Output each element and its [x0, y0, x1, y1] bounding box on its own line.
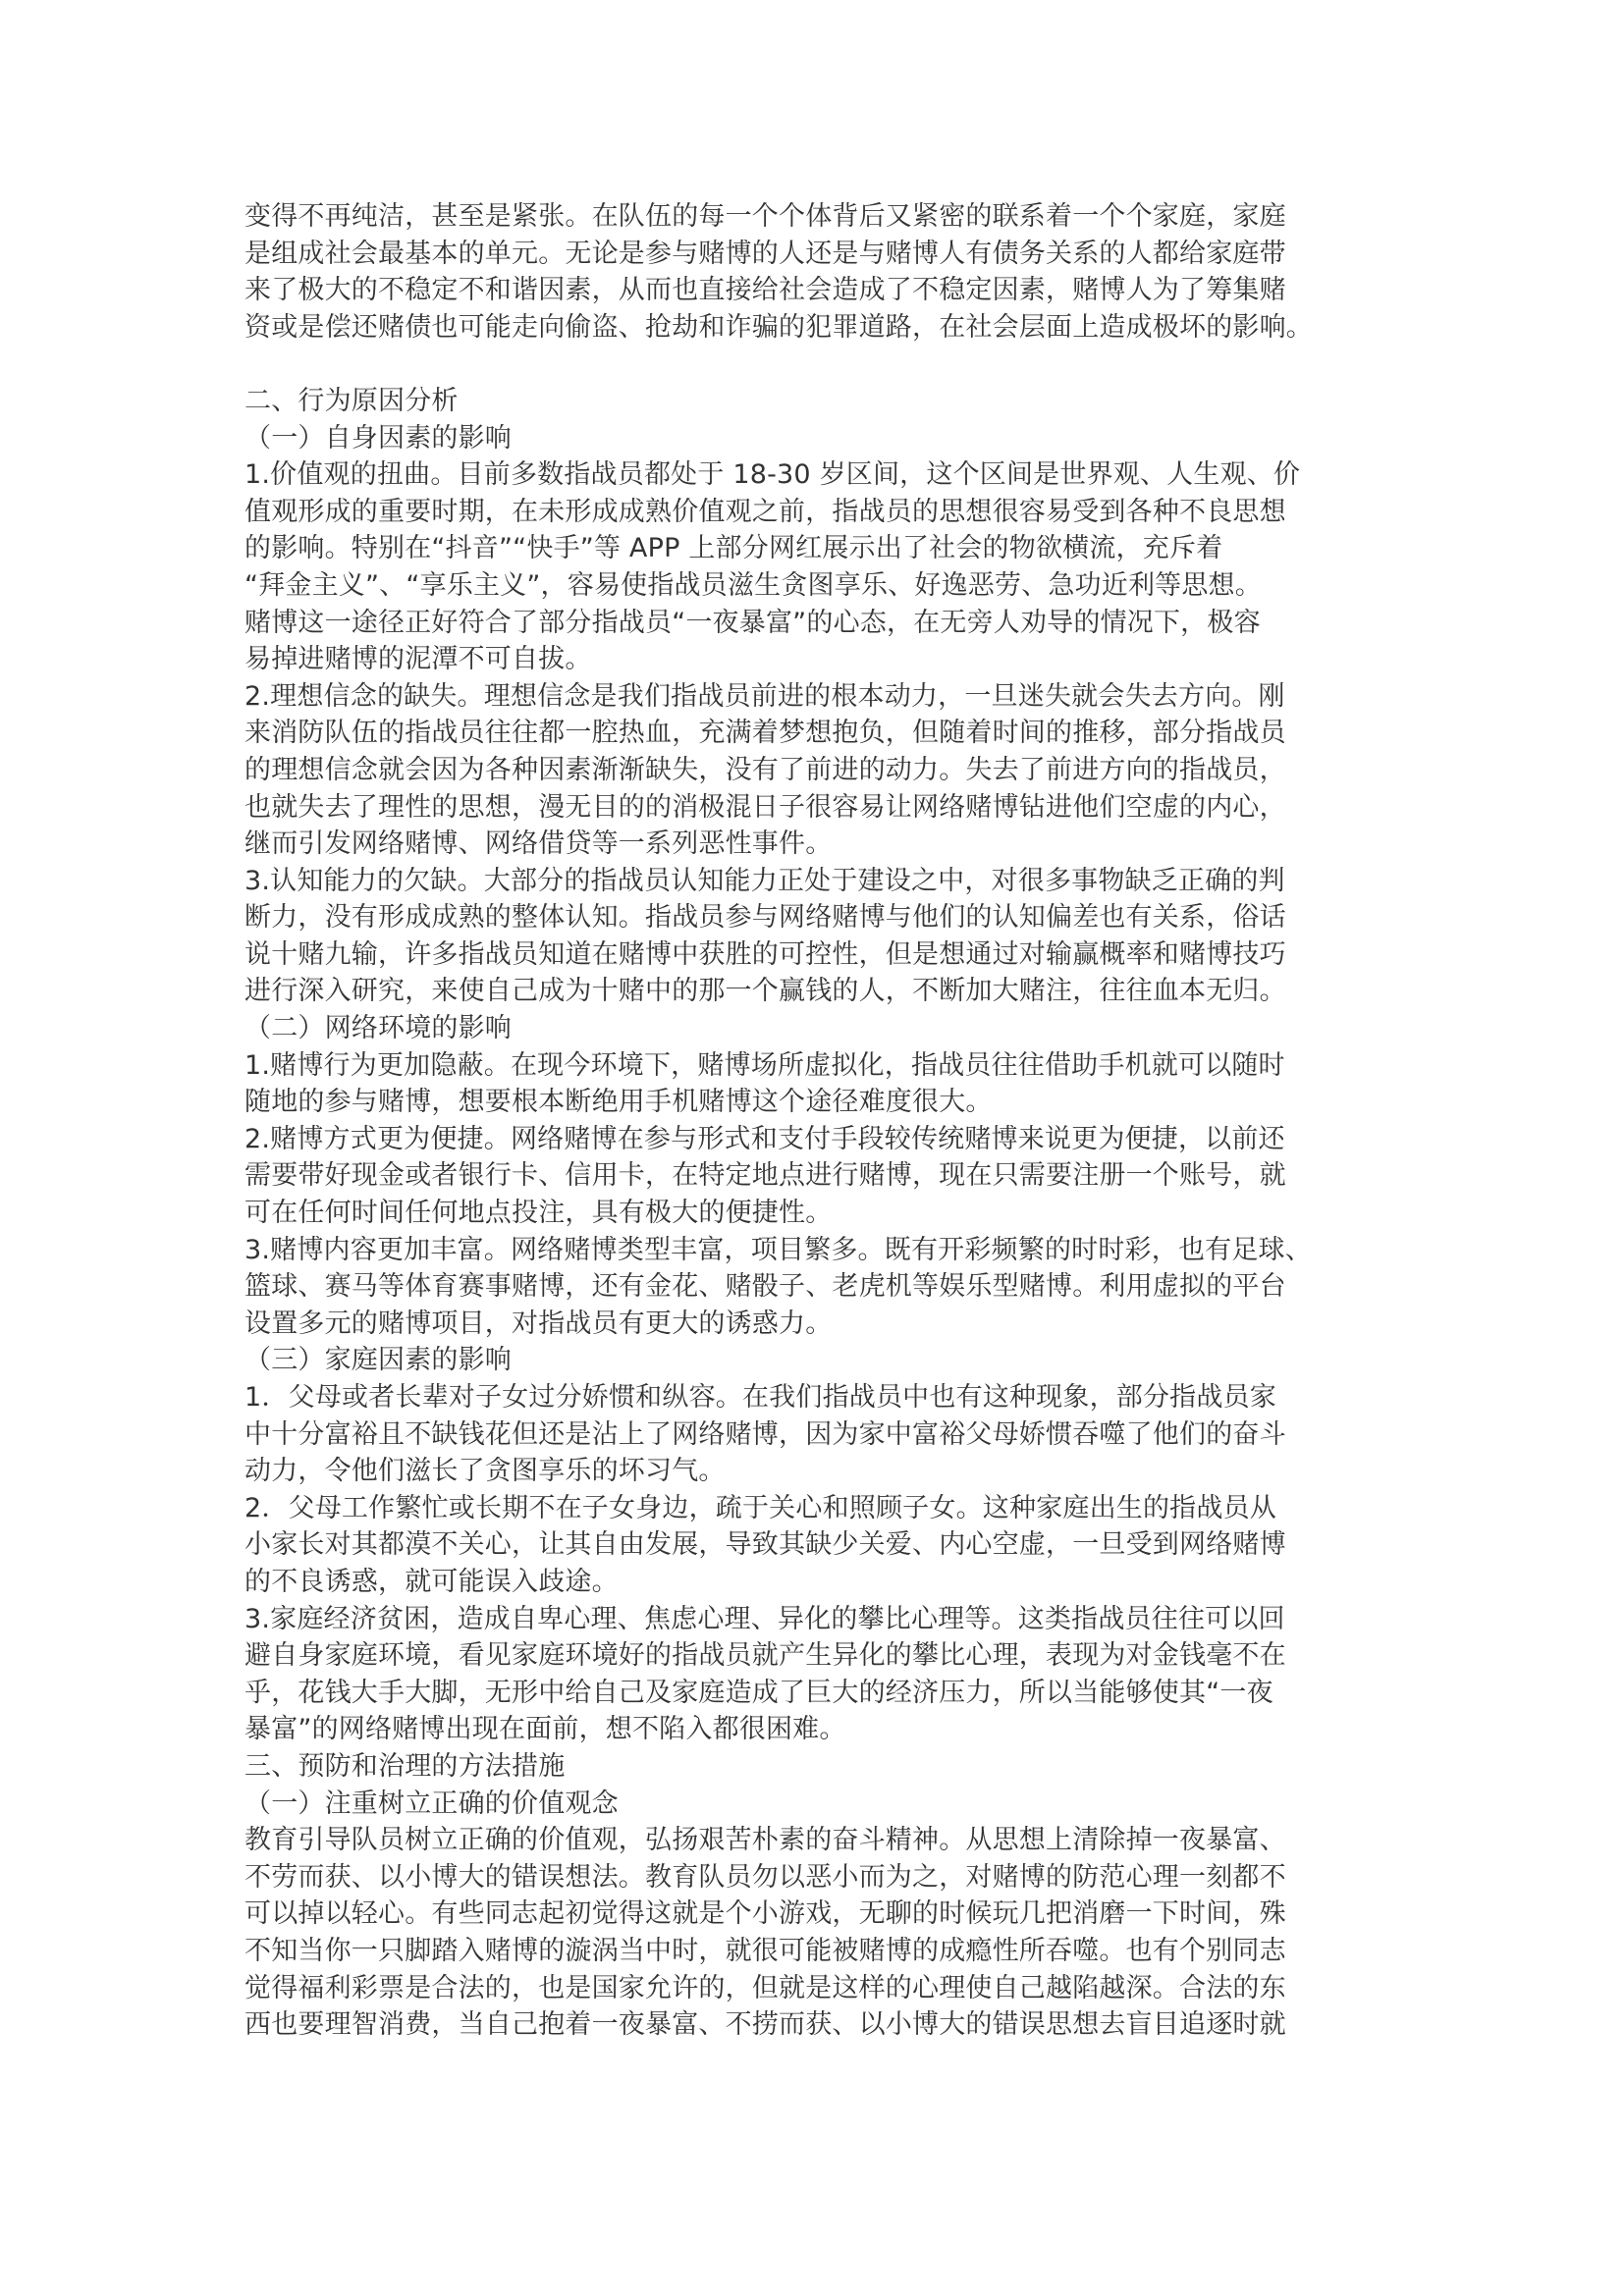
text-line: 2.理想信念的缺失。理想信念是我们指战员前进的根本动力，一旦迷失就会失去方向。刚: [244, 680, 1285, 712]
subheading-text: （二）网络环境的影响: [244, 1013, 512, 1044]
text-line: 1．父母或者长辈对子女过分娇惯和纵容。在我们指战员中也有这种现象，部分指战员家: [244, 1382, 1276, 1413]
text-line: 暴富”的网络赌博出现在面前，想不陷入都很困难。: [244, 1714, 846, 1745]
text-line: 3.赌博内容更加丰富。网络赌博类型丰富，项目繁多。既有开彩频繁的时时彩，也有足球、: [244, 1234, 1312, 1265]
text-line: 觉得福利彩票是合法的，也是国家允许的，但就是这样的心理使自己越陷越深。合法的东: [244, 1972, 1286, 2003]
item-2-2-1: [244, 1047, 1383, 1121]
text-line: 中十分富裕且不缺钱花但还是沾上了网络赌博，因为家中富裕父母娇惯吞噬了他们的奋斗: [244, 1418, 1286, 1450]
text-line: 的理想信念就会因为各种因素渐渐缺失，没有了前进的动力。失去了前进方向的指战员，: [244, 754, 1286, 785]
text-line: 变得不再纯洁，甚至是紧张。在队伍的每一个个体背后又紧密的联系着一个个家庭，家庭: [244, 201, 1286, 232]
section-2-2-heading: [244, 1010, 1383, 1047]
text-line: 篮球、赛马等体育赛事赌博，还有金花、赌骰子、老虎机等娱乐型赌博。利用虚拟的平台: [244, 1271, 1286, 1303]
text-line: 的不良诱惑，就可能误入歧途。: [244, 1566, 619, 1597]
text-line: 易掉进赌博的泥潭不可自拔。: [244, 644, 592, 675]
text-line: 2.赌博方式更为便捷。网络赌博在参与形式和支付手段较传统赌博来说更为便捷，以前还: [244, 1123, 1285, 1154]
section-3-1-heading: [244, 1786, 1383, 1823]
subheading-text: （一）自身因素的影响: [244, 422, 512, 454]
text-line: 值观形成的重要时期，在未形成成熟价值观之前，指战员的思想很容易受到各种不良思想: [244, 496, 1286, 527]
section-2-1-heading: [244, 420, 1383, 457]
text-line: 3.认知能力的欠缺。大部分的指战员认知能力正处于建设之中，对很多事物缺乏正确的判: [244, 865, 1285, 896]
item-2-1-1: [244, 456, 1383, 678]
text-line: 来了极大的不稳定不和谐因素，从而也直接给社会造成了不稳定因素，赌博人为了筹集赌: [244, 275, 1286, 306]
text-line: “拜金主义”、“享乐主义”，容易使指战员滋生贪图享乐、好逸恶劳、急功近利等思想。: [244, 569, 1262, 601]
heading-text: 三、预防和治理的方法措施: [244, 1750, 566, 1782]
text-line: 是组成社会最基本的单元。无论是参与赌博的人还是与赌博人有债务关系的人都给家庭带: [244, 238, 1286, 269]
subheading-text: （三）家庭因素的影响: [244, 1345, 512, 1376]
text-line: 来消防队伍的指战员往往都一腔热血，充满着梦想抱负，但随着时间的推移，部分指战员: [244, 718, 1286, 749]
section-2-heading: [244, 383, 1383, 420]
item-2-3-3: [244, 1601, 1383, 1748]
text-line: 教育引导队员树立正确的价值观，弘扬艰苦朴素的奋斗精神。从思想上清除掉一夜暴富、: [244, 1825, 1286, 1856]
text-line: 设置多元的赌博项目，对指战员有更大的诱惑力。: [244, 1308, 833, 1339]
text-line: 3.家庭经济贫困，造成自卑心理、焦虑心理、异化的攀比心理等。这类指战员往往可以回: [244, 1603, 1285, 1634]
text-line: 西也要理智消费，当自己抱着一夜暴富、不捞而获、以小博大的错误思想去盲目追逐时就: [244, 2009, 1286, 2041]
item-2-3-2: [244, 1490, 1383, 1601]
section-2-3-heading: [244, 1342, 1383, 1379]
heading-text: 二、行为原因分析: [244, 385, 459, 416]
text-line: 2．父母工作繁忙或长期不在子女身边，疏于关心和照顾子女。这种家庭出生的指战员从: [244, 1492, 1276, 1523]
item-2-1-3: [244, 863, 1383, 1010]
text-line: 1.赌博行为更加隐蔽。在现今环境下，赌博场所虚拟化，指战员往往借助手机就可以随时: [244, 1049, 1285, 1081]
subheading-text: （一）注重树立正确的价值观念: [244, 1788, 619, 1819]
text-line: 进行深入研究，来使自己成为十赌中的那一个赢钱的人，不断加大赌注，往往血本无归。: [244, 976, 1286, 1007]
text-line: 可在任何时间任何地点投注，具有极大的便捷性。: [244, 1198, 833, 1229]
item-2-2-3: [244, 1232, 1383, 1343]
text-line: 可以掉以轻心。有些同志起初觉得这就是个小游戏，无聊的时候玩几把消磨一下时间，殊: [244, 1898, 1286, 1930]
text-line: 说十赌九输，许多指战员知道在赌博中获胜的可控性，但是想通过对输赢概率和赌博技巧: [244, 938, 1286, 970]
text-line: 断力，没有形成成熟的整体认知。指战员参与网络赌博与他们的认知偏差也有关系，俗话: [244, 902, 1286, 934]
text-line: 的影响。特别在“抖音”“快手”等 APP 上部分网红展示出了社会的物欲横流，充斥着: [244, 533, 1223, 564]
section-3-heading: [244, 1748, 1383, 1786]
text-line: 乎，花钱大手大脚，无形中给自己及家庭造成了巨大的经济压力，所以当能够使其“一夜: [244, 1677, 1273, 1708]
item-2-2-2: [244, 1121, 1383, 1232]
blank-line: [244, 346, 1383, 383]
text-line: 资或是偿还赌债也可能走向偷盗、抢劫和诈骗的犯罪道路，在社会层面上造成极坏的影响。: [244, 311, 1313, 343]
text-line: 继而引发网络赌博、网络借贷等一系列恶性事件。: [244, 828, 833, 860]
text-line: 随地的参与赌博，想要根本断绝用手机赌博这个途径难度很大。: [244, 1087, 993, 1118]
text-line: 小家长对其都漠不关心，让其自由发展，导致其缺少关爱、内心空虚，一旦受到网络赌博: [244, 1529, 1286, 1561]
item-2-3-1: [244, 1379, 1383, 1490]
text-line: 避自身家庭环境，看见家庭环境好的指战员就产生异化的攀比心理，表现为对金钱毫不在: [244, 1640, 1286, 1672]
text-line: 需要带好现金或者银行卡、信用卡，在特定地点进行赌博，现在只需要注册一个账号，就: [244, 1160, 1286, 1192]
text-line: 赌博这一途径正好符合了部分指战员“一夜暴富”的心态，在无旁人劝导的情况下，极容: [244, 607, 1261, 638]
text-line: 也就失去了理性的思想，漫无目的的消极混日子很容易让网络赌博钻进他们空虚的内心，: [244, 791, 1286, 823]
document-page: [244, 198, 1383, 2044]
text-line: 动力，令他们滋长了贪图享乐的坏习气。: [244, 1456, 726, 1487]
text-line: 不知当你一只脚踏入赌博的漩涡当中时，就很可能被赌博的成瘾性所吞噬。也有个别同志: [244, 1935, 1286, 1966]
text-line: 不劳而获、以小博大的错误想法。教育队员勿以恶小而为之，对赌博的防范心理一刻都不: [244, 1861, 1286, 1893]
text-line: 1.价值观的扭曲。目前多数指战员都处于 18-30 岁区间，这个区间是世界观、人生观、价: [244, 459, 1301, 491]
intro-paragraph: [244, 198, 1383, 346]
item-3-1-body: [244, 1822, 1383, 2044]
item-2-1-2: [244, 678, 1383, 863]
